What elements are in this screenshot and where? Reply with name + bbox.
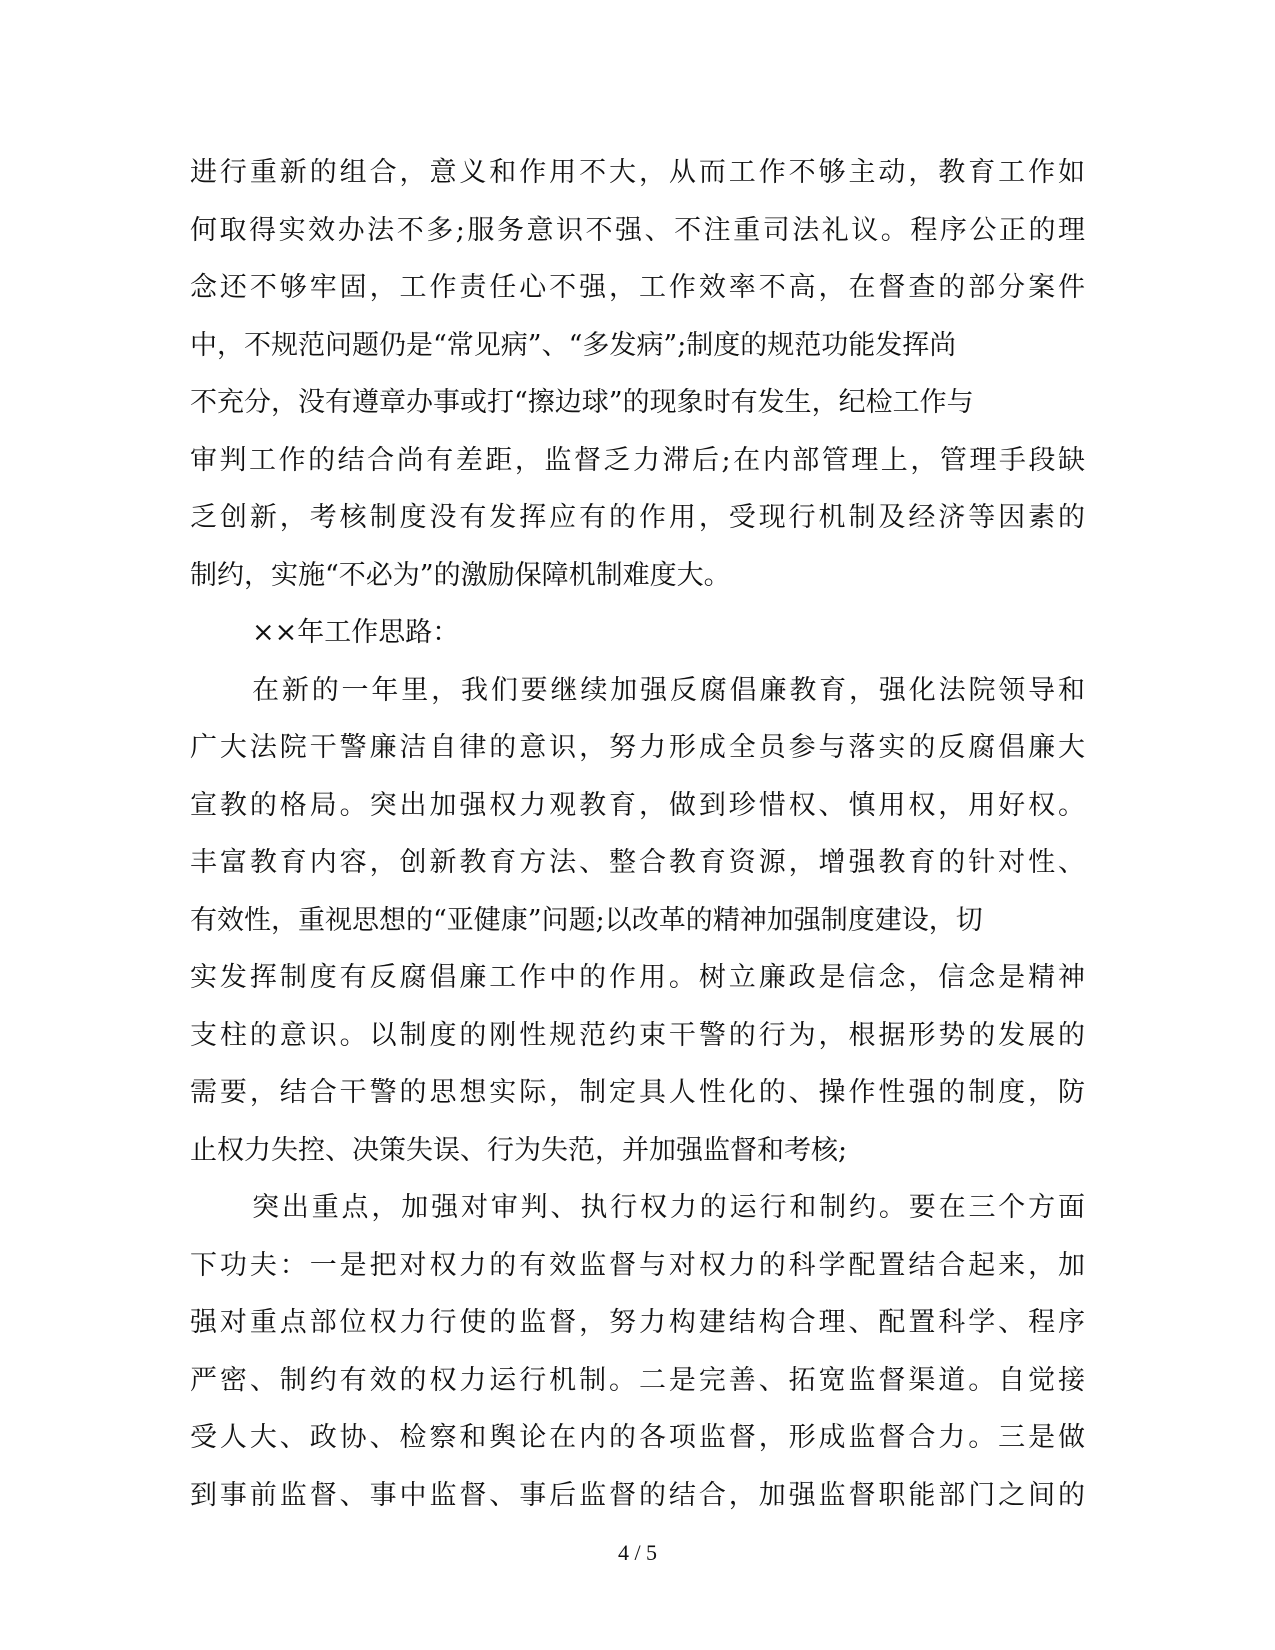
text-line: 止权力失控、决策失误、行为失范，并加强监督和考核; — [190, 1134, 848, 1166]
text-line: 不充分，没有遵章办事或打“擦边球”的现象时有发生，纪检工作与 — [190, 387, 974, 418]
text-line: 强对重点部位权力行使的监督，努力构建结构合理、配置科学、程序 — [190, 1307, 1088, 1338]
text-line: 制约，实施“不必为”的激励保障机制难度大。 — [190, 559, 731, 591]
section-heading: ××年工作思路： — [252, 617, 460, 648]
text-line: 乏创新，考核制度没有发挥应有的作用，受现行机制及经济等因素的 — [190, 502, 1088, 533]
text-line: 在新的一年里，我们要继续加强反腐倡廉教育，强化法院领导和 — [252, 674, 1088, 706]
text-line: 下功夫：一是把对权力的有效监督与对权力的科学配置结合起来，加 — [190, 1249, 1088, 1281]
text-line: 需要，结合干警的思想实际，制定具人性化的、操作性强的制度，防 — [190, 1077, 1088, 1108]
text-line: 实发挥制度有反腐倡廉工作中的作用。树立廉政是信念，信念是精神 — [190, 962, 1088, 993]
text-line: 宣教的格局。突出加强权力观教育，做到珍惜权、慎用权，用好权。 — [190, 789, 1088, 821]
body-text — [190, 144, 1088, 1524]
page-number: 4 / 5 — [617, 1540, 658, 1565]
text-line: 中，不规范问题仍是“常见病”、“多发病”;制度的规范功能发挥尚 — [190, 329, 957, 361]
text-line: 进行重新的组合，意义和作用不大，从而工作不够主动，教育工作如 — [190, 157, 1088, 188]
text-line: 突出重点，加强对审判、执行权力的运行和制约。要在三个方面 — [252, 1192, 1088, 1223]
text-line: 审判工作的结合尚有差距，监督乏力滞后;在内部管理上，管理手段缺 — [190, 444, 1088, 476]
text-line: 严密、制约有效的权力运行机制。二是完善、拓宽监督渠道。自觉接 — [190, 1364, 1088, 1396]
text-line: 支柱的意识。以制度的刚性规范约束干警的行为，根据形势的发展的 — [190, 1019, 1088, 1051]
text-line: 广大法院干警廉洁自律的意识，努力形成全员参与落实的反腐倡廉大 — [190, 732, 1088, 763]
text-line: 有效性，重视思想的“亚健康”问题;以改革的精神加强制度建设，切 — [190, 904, 983, 936]
text-line: 念还不够牢固，工作责任心不强，工作效率不高，在督查的部分案件 — [190, 272, 1088, 303]
text-line: 何取得实效办法不多;服务意识不强、不注重司法礼议。程序公正的理 — [190, 214, 1088, 246]
text-line: 受人大、政协、检察和舆论在内的各项监督，形成监督合力。三是做 — [190, 1422, 1088, 1453]
text-line: 丰富教育内容，创新教育方法、整合教育资源，增强教育的针对性、 — [190, 847, 1088, 878]
text-line: 到事前监督、事中监督、事后监督的结合，加强监督职能部门之间的 — [190, 1479, 1088, 1511]
